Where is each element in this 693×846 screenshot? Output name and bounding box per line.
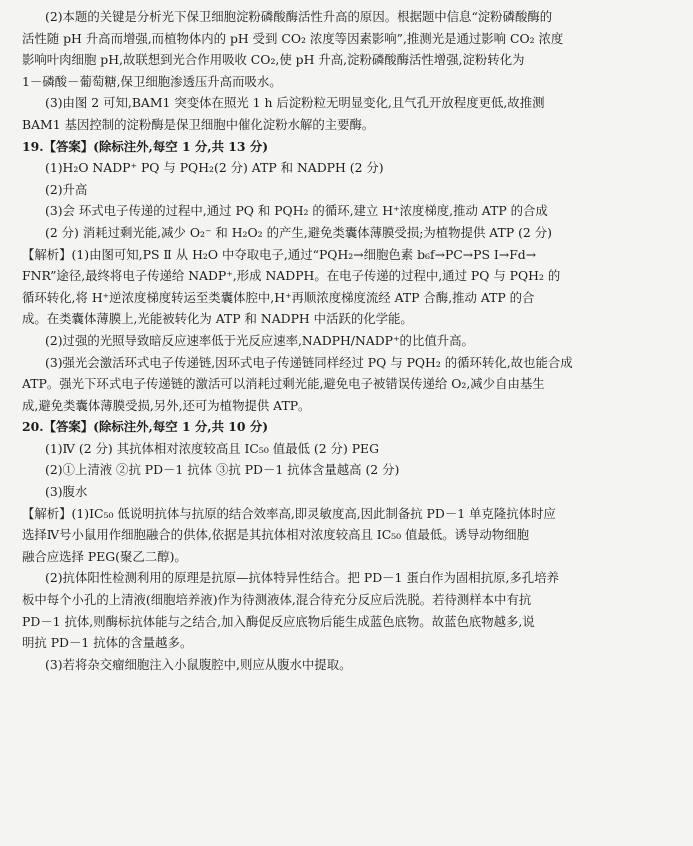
text-line: (2)抗体阳性检测利用的原理是抗原—抗体特异性结合。把 PD－1 蛋白作为固相抗原,多孔培养 bbox=[45, 570, 559, 586]
text-line: 板中每个小孔的上清液(细胞培养液)作为待测液体,混合待充分反应后洗脱。若待测样本中有抗 bbox=[22, 592, 532, 608]
analysis-line: 【解析】(1)由图可知,PS Ⅱ 从 H₂O 中夺取电子,通过“PQH₂→细胞色素 b₆f→PC→PS Ⅰ→Fd→ bbox=[22, 246, 537, 262]
text-line: (3)会 环式电子传递的过程中,通过 PQ 和 PQH₂ 的循环,建立 H⁺浓度梯度,推动 ATP 的合成 bbox=[45, 203, 548, 219]
text-line: 1－磷酸－葡萄糖,保卫细胞渗透压升高而吸水。 bbox=[22, 73, 282, 89]
text-line: (2)本题的关键是分析光下保卫细胞淀粉磷酸酶活性升高的原因。根据题中信息“淀粉磷酸酶的 bbox=[45, 9, 553, 24]
text-line: FNR”途径,最终将电子传递给 NADP⁺,形成 NADPH。在电子传递的过程中,通过 PQ 与 PQH₂ 的 bbox=[22, 268, 561, 284]
text-line: (2)升高 bbox=[45, 181, 88, 197]
text-line: BAM1 基因控制的淀粉酶是保卫细胞中催化淀粉水解的主要酶。 bbox=[22, 116, 375, 132]
text-line: (2)过强的光照导致暗反应速率低于光反应速率,NADPH/NADP⁺的比值升高。 bbox=[45, 332, 474, 348]
text-line: (2 分) 消耗过剩光能,减少 O₂⁻ 和 H₂O₂ 的产生,避免类囊体薄膜受损;为植物提供 ATP (2 分) bbox=[45, 224, 552, 240]
text-line: ATP。强光下环式电子传递链的激活可以消耗过剩光能,避免电子被错误传递给 O₂,减少自由基生 bbox=[22, 376, 545, 392]
text-line: (3)强光会激活环式电子传递链,因环式电子传递链同样经过 PQ 与 PQH₂ 的循环转化,故也能合成 bbox=[45, 354, 573, 370]
text-line: (3)若将杂交瘤细胞注入小鼠腹腔中,则应从腹水中提取。 bbox=[45, 656, 352, 672]
text-line: 循环转化,将 H⁺逆浓度梯度转运至类囊体腔中,H⁺再顺浓度梯度流经 ATP 合酶,推动 ATP 的合 bbox=[22, 289, 535, 305]
text-line: 活性随 pH 升高而增强,而植物体内的 pH 受到 CO₂ 浓度等因素影响”,推测光是通过影响 CO₂ 浓度 bbox=[22, 30, 564, 46]
text-line: (1)Ⅳ (2 分) 其抗体相对浓度较高且 IC₅₀ 值最低 (2 分) PEG bbox=[45, 440, 379, 456]
text-line: PD－1 抗体,则酶标抗体能与之结合,加入酶促反应底物后能生成蓝色底物。故蓝色底物越多,说 bbox=[22, 613, 535, 629]
text-line: (2)①上清液 ②抗 PD－1 抗体 ③抗 PD－1 抗体含量越高 (2 分) bbox=[45, 462, 400, 478]
text-line: 融合应选择 PEG(聚乙二醇)。 bbox=[22, 548, 187, 564]
text-line: (1)H₂O NADP⁺ PQ 与 PQH₂(2 分) ATP 和 NADPH (2 分) bbox=[45, 160, 384, 176]
text-line: (3)由图 2 可知,BAM1 突变体在照光 1 h 后淀粉粒无明显变化,且气孔开放程度更低,故推测 bbox=[45, 95, 545, 111]
text-line: 明抗 PD－1 抗体的含量越多。 bbox=[22, 635, 193, 651]
analysis-line: 【解析】(1)IC₅₀ 低说明抗体与抗原的结合效率高,即灵敏度高,因此制备抗 PD－1 单克隆抗体时应 bbox=[22, 505, 556, 521]
text-line: 成。在类囊体薄膜上,光能被转化为 ATP 和 NADPH 中活跃的化学能。 bbox=[22, 311, 413, 327]
text-line: 影响叶肉细胞 pH,故联想到光合作用吸收 CO₂,使 pH 升高,淀粉磷酸酶活性增强,淀粉转化为 bbox=[22, 52, 525, 68]
answer-heading-20: 20.【答案】(除标注外,每空 1 分,共 10 分) bbox=[22, 419, 269, 435]
text-line: 选择Ⅳ号小鼠用作细胞融合的供体,依据是其抗体相对浓度较高且 IC₅₀ 值最低。诱导动物细胞 bbox=[22, 527, 529, 543]
text-line: (3)腹水 bbox=[45, 484, 88, 500]
text-line: 成,避免类囊体薄膜受损,另外,还可为植物提供 ATP。 bbox=[22, 397, 311, 413]
answer-heading-19: 19.【答案】(除标注外,每空 1 分,共 13 分) bbox=[22, 138, 269, 154]
